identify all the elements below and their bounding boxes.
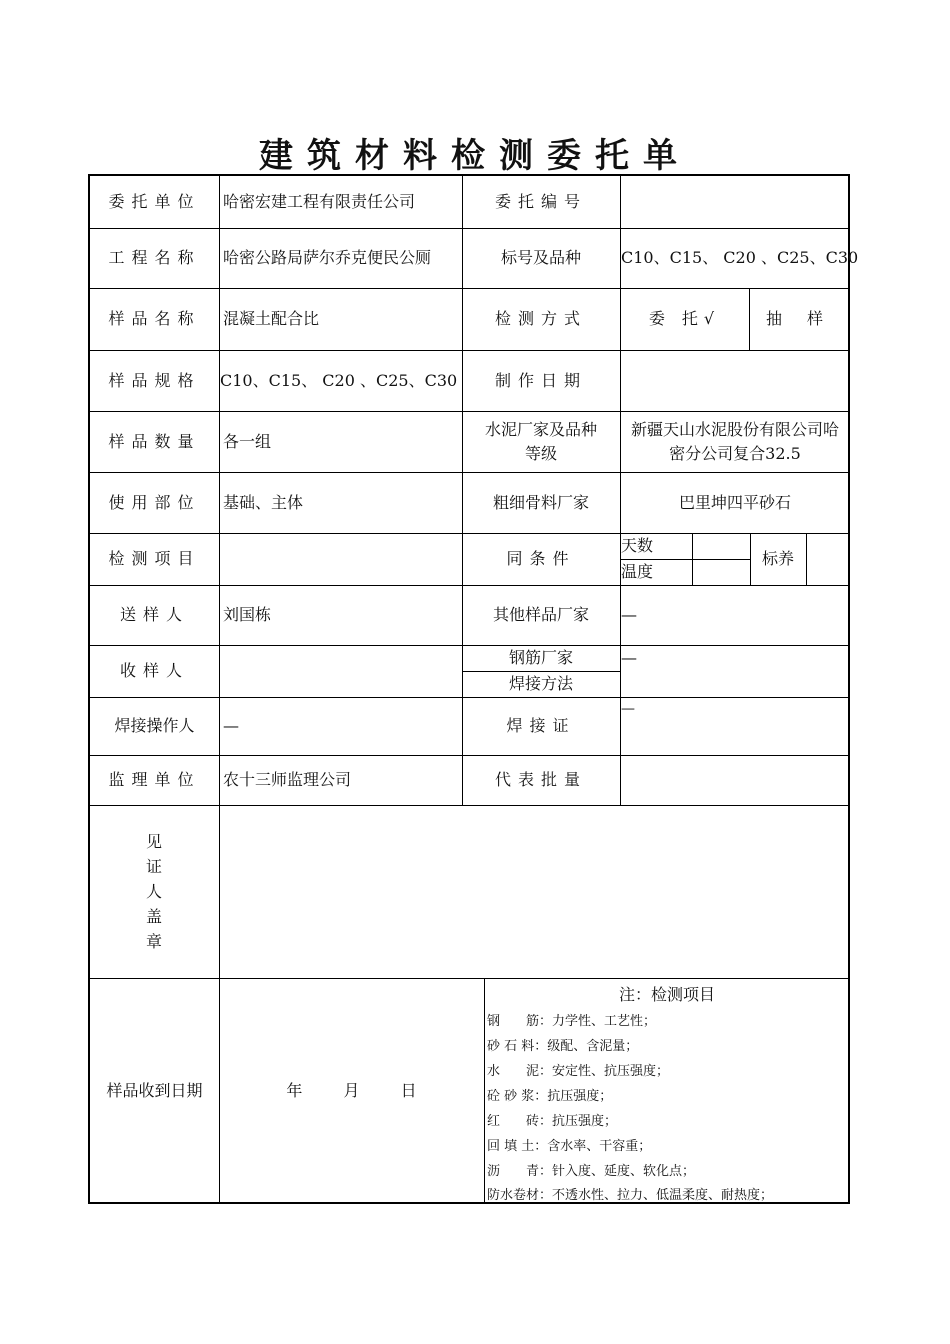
test-mode-sampling: 抽 样 [765,309,834,328]
standard-curing-label: 标养 [761,549,794,568]
note-waterproof-membrane: 防水卷材：不透水性、拉力、低温柔度、耐热度； [487,1188,774,1203]
temperature-label: 温度 [621,562,654,581]
note-steel: 钢 筋：力学性、工艺性； [487,1014,657,1029]
grade-label: 标号及品种 [500,248,581,267]
cement-value: 新疆天山水泥股份有限公司哈密分公司复合32.5 [630,419,839,463]
witness-seal-label: 见证人盖章 [146,832,163,951]
sender-label: 送样人 [119,605,189,624]
note-backfill: 回 填 土：含水率、干容重； [487,1139,652,1154]
rebar-manufacturer-value: — [621,648,637,667]
weld-certificate-value: — [621,700,635,717]
sample-name-label: 样品名称 [108,309,201,328]
notes-heading: 注：检测项目 [618,985,715,1004]
days-label: 天数 [621,536,654,555]
test-mode-commission: 委 托√ [648,309,721,328]
weld-certificate-label: 焊接证 [506,716,576,735]
order-no-label: 委托编号 [494,192,587,211]
supervisor-value: 农十三师监理公司 [223,770,352,789]
qty-value: 各一组 [223,431,272,451]
form-title: 建筑材料检测委托单 [259,136,691,176]
cement-label: 水泥厂家及品种等级 [484,419,597,463]
grade-value: C10、C15、 C20 、C25、C30 [621,248,859,267]
receive-date-value: 年 月 日 [286,1081,417,1100]
other-manufacturer-label: 其他样品厂家 [492,605,589,624]
note-concrete-mortar: 砼 砂 浆：抗压强度； [487,1089,613,1104]
aggregate-value: 巴里坤四平砂石 [678,492,791,512]
spec-label: 样品规格 [108,370,201,390]
sample-name-value: 混凝土配合比 [223,309,320,328]
sender-value: 刘国栋 [223,605,272,624]
receive-date-label: 样品收到日期 [106,1081,203,1100]
note-red-brick: 红 砖：抗压强度； [487,1114,618,1129]
client-label: 委托单位 [108,192,201,211]
note-cement: 水 泥：安定性、抗压强度； [487,1064,670,1079]
batch-label: 代表批量 [494,770,587,789]
receiver-label: 收样人 [119,661,189,680]
aggregate-label: 粗细骨料厂家 [492,492,589,512]
project-label: 工程名称 [108,248,201,267]
project-value: 哈密公路局萨尔乔克便民公厕 [223,248,432,267]
spec-value: C10、C15、 C20 、C25、C30 [220,370,458,390]
note-aggregate: 砂 石 料：级配、含泥量； [487,1039,639,1054]
same-condition-label: 同条件 [506,549,576,568]
order-no-value [620,176,850,228]
commission-form-table [88,174,859,1204]
qty-label: 样品数量 [108,431,201,451]
test-mode-label: 检测方式 [494,309,587,328]
weld-method-label: 焊接方法 [508,674,573,693]
welder-label: 焊接操作人 [114,716,195,735]
test-item-label: 检测项目 [108,549,201,568]
use-label: 使用部位 [108,492,201,512]
welder-value: — [223,716,239,735]
use-value: 基础、主体 [223,492,304,512]
rebar-manufacturer-label: 钢筋厂家 [508,648,573,667]
make-date-label: 制作日期 [494,370,587,390]
client-value: 哈密宏建工程有限责任公司 [223,192,416,211]
supervisor-label: 监理单位 [108,770,201,789]
note-asphalt: 沥 青：针入度、延度、软化点； [487,1164,696,1179]
other-manufacturer-value: — [621,605,637,624]
